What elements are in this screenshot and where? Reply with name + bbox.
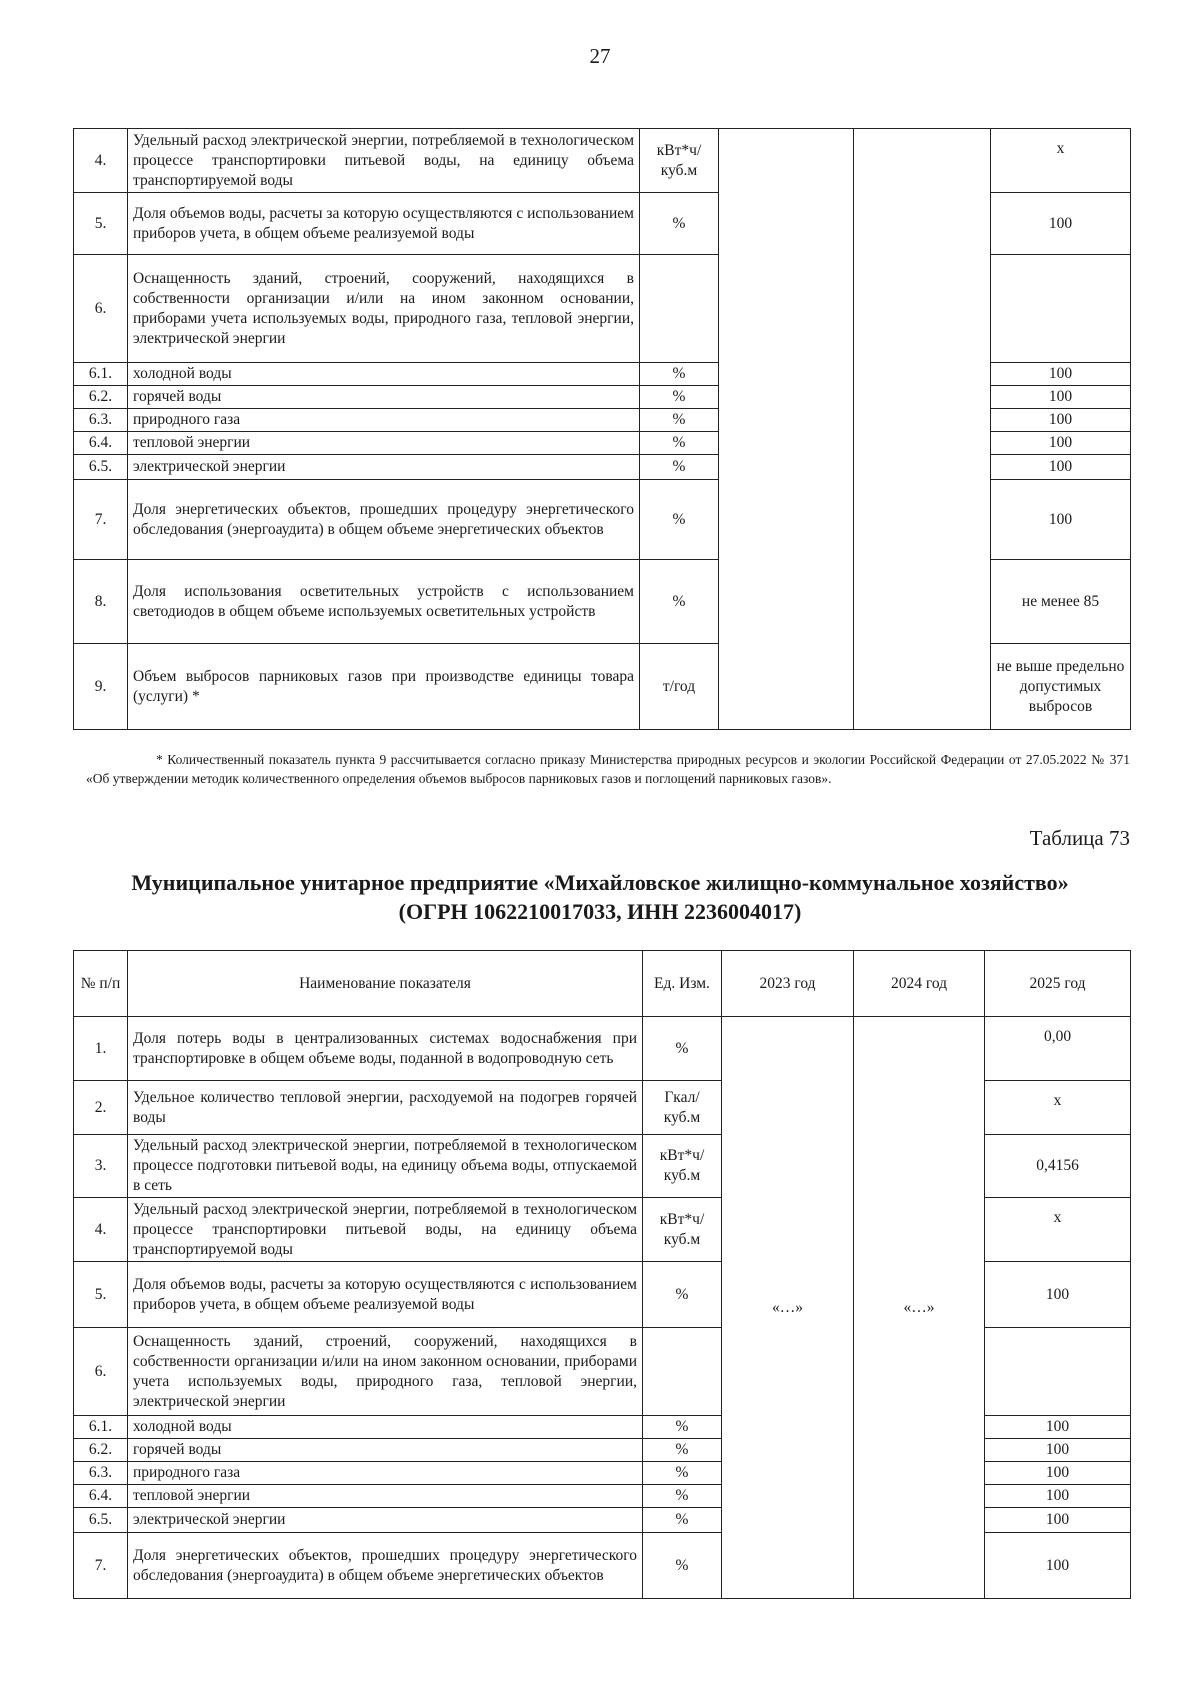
row-number: 6.2.: [74, 386, 128, 409]
indicator-name: природного газа: [128, 409, 640, 432]
indicator-name: Удельный расход электрической энергии, потребляемой в технологическом процессе транспортировки питьевой воды, на единицу объема транспортируемой воды: [128, 129, 640, 193]
indicator-name: Доля использования осветительных устройств с использованием светодиодов в общем объеме используемых осветительных устройств: [128, 560, 640, 644]
indicator-name: тепловой энергии: [128, 432, 640, 455]
year-2024-cell: «…»: [854, 1017, 985, 1599]
row-number: 6.3.: [74, 1462, 128, 1485]
unit-cell: т/год: [640, 644, 719, 730]
unit-cell: %: [640, 193, 719, 255]
row-number: 4.: [74, 1198, 128, 1262]
row-number: 1.: [74, 1017, 128, 1081]
value-2025-cell: 0,00: [985, 1017, 1131, 1081]
indicator-name: холодной воды: [128, 1416, 643, 1439]
unit-cell: %: [643, 1485, 722, 1508]
header-unit: Ед. Изм.: [643, 951, 722, 1017]
indicator-name: Доля объемов воды, расчеты за которую осуществляются с использованием приборов учета, в общем объеме реализуемой воды: [128, 1262, 643, 1328]
unit-cell: [640, 255, 719, 363]
indicator-name: Доля объемов воды, расчеты за которую осуществляются с использованием приборов учета, в общем объеме реализуемой воды: [128, 193, 640, 255]
unit-cell: %: [640, 560, 719, 644]
value-2025-cell: 100: [991, 386, 1131, 409]
value-2025-cell: х: [985, 1198, 1131, 1262]
row-number: 8.: [74, 560, 128, 644]
value-2025-cell: 100: [991, 409, 1131, 432]
table-header-row: [74, 951, 1131, 1017]
value-2025-cell: 100: [991, 480, 1131, 560]
value-2025-cell: 0,4156: [985, 1135, 1131, 1198]
table-caption: Таблица 73: [1029, 826, 1130, 850]
unit-cell: [643, 1328, 722, 1416]
row-number: 7.: [74, 480, 128, 560]
row-number: 6.1.: [74, 363, 128, 386]
table-row: [74, 1017, 1131, 1081]
row-number: 6.5.: [74, 455, 128, 480]
indicator-name: электрической энергии: [128, 455, 640, 480]
value-2025-cell: не менее 85: [991, 560, 1131, 644]
table-row: [74, 129, 1131, 193]
value-2025-cell: 100: [985, 1485, 1131, 1508]
header-indicator-name: Наименование показателя: [128, 951, 643, 1017]
row-number: 6.: [74, 1328, 128, 1416]
row-number: 4.: [74, 129, 128, 193]
row-number: 6.4.: [74, 432, 128, 455]
indicators-table-73: [73, 950, 1131, 1599]
indicator-name: Доля потерь воды в централизованных системах водоснабжения при транспортировке в общем объеме воды, поданной в водопроводную сеть: [128, 1017, 643, 1081]
unit-cell: кВт*ч/ куб.м: [643, 1198, 722, 1262]
indicator-name: Удельный расход электрической энергии, потребляемой в технологическом процессе подготовки питьевой воды, на единицу объема воды, отпускаемой в сеть: [128, 1135, 643, 1198]
indicator-name: горячей воды: [128, 1439, 643, 1462]
value-2025-cell: 100: [991, 432, 1131, 455]
value-2025-cell: 100: [985, 1262, 1131, 1328]
value-2025-cell: 100: [991, 363, 1131, 386]
row-number: 6.3.: [74, 409, 128, 432]
value-2025-cell: [991, 255, 1131, 363]
row-number: 5.: [74, 1262, 128, 1328]
value-2025-cell: х: [991, 129, 1131, 193]
row-number: 6.4.: [74, 1485, 128, 1508]
indicator-name: природного газа: [128, 1462, 643, 1485]
indicator-name: Объем выбросов парниковых газов при производстве единицы товара (услуги) *: [128, 644, 640, 730]
indicator-name: Удельное количество тепловой энергии, расходуемой на подогрев горячей воды: [128, 1081, 643, 1135]
row-number: 9.: [74, 644, 128, 730]
unit-cell: %: [640, 480, 719, 560]
header-2023: 2023 год: [722, 951, 854, 1017]
row-number: 5.: [74, 193, 128, 255]
unit-cell: %: [643, 1508, 722, 1533]
year-2023-cell: «…»: [722, 1017, 854, 1599]
value-2025-cell: х: [985, 1081, 1131, 1135]
value-2025-cell: 100: [985, 1533, 1131, 1599]
unit-cell: %: [640, 455, 719, 480]
value-2025-cell: 100: [991, 455, 1131, 480]
value-2025-cell: 100: [985, 1416, 1131, 1439]
unit-cell: %: [643, 1462, 722, 1485]
indicator-name: Оснащенность зданий, строений, сооружений, находящихся в собственности организации и/или на ином законном основании, приборами учета используемых воды, природного газа, тепловой энергии, электрической энергии: [128, 1328, 643, 1416]
row-number: 3.: [74, 1135, 128, 1198]
indicators-table-continued: [73, 128, 1131, 730]
indicator-name: Оснащенность зданий, строений, сооружений, находящихся в собственности организации и/или на ином законном основании, приборами учета используемых воды, природного газа, тепловой энергии, электрической энергии: [128, 255, 640, 363]
unit-cell: %: [643, 1533, 722, 1599]
indicator-name: электрической энергии: [128, 1508, 643, 1533]
page-number: 27: [589, 44, 611, 68]
header-2024: 2024 год: [854, 951, 985, 1017]
header-number: № п/п: [74, 951, 128, 1017]
row-number: 6.5.: [74, 1508, 128, 1533]
footnote: * Количественный показатель пункта 9 рассчитывается согласно приказу Министерства природных ресурсов и экологии Российской Федерации от 27.05.2022 № 371 «Об утверждении методик количественного определения объемов выбросов парниковых газов и поглощений парниковых газов».: [86, 752, 1130, 786]
value-2025-cell: 100: [985, 1508, 1131, 1533]
value-2025-cell: 100: [991, 193, 1131, 255]
indicator-name: Доля энергетических объектов, прошедших процедуру энергетического обследования (энергоаудита) в общем объеме энергетических объектов: [128, 1533, 643, 1599]
unit-cell: %: [640, 409, 719, 432]
indicator-name: тепловой энергии: [128, 1485, 643, 1508]
row-number: 6.2.: [74, 1439, 128, 1462]
row-number: 6.: [74, 255, 128, 363]
unit-cell: %: [643, 1439, 722, 1462]
unit-cell: Гкал/ куб.м: [643, 1081, 722, 1135]
row-number: 7.: [74, 1533, 128, 1599]
value-2025-cell: 100: [985, 1462, 1131, 1485]
indicator-name: Удельный расход электрической энергии, потребляемой в технологическом процессе транспортировки питьевой воды, на единицу объема транспортируемой воды: [128, 1198, 643, 1262]
value-2025-cell: 100: [985, 1439, 1131, 1462]
indicator-name: холодной воды: [128, 363, 640, 386]
row-number: 2.: [74, 1081, 128, 1135]
unit-cell: %: [643, 1017, 722, 1081]
year-2023-cell: [719, 129, 854, 730]
unit-cell: кВт*ч/ куб.м: [640, 129, 719, 193]
unit-cell: %: [643, 1416, 722, 1439]
row-number: 6.1.: [74, 1416, 128, 1439]
year-2024-cell: [854, 129, 991, 730]
unit-cell: %: [640, 363, 719, 386]
unit-cell: %: [640, 386, 719, 409]
indicator-name: горячей воды: [128, 386, 640, 409]
header-2025: 2025 год: [985, 951, 1131, 1017]
value-2025-cell: не выше предельно допустимых выбросов: [991, 644, 1131, 730]
value-2025-cell: [985, 1328, 1131, 1416]
organization-title: Муниципальное унитарное предприятие «Михайловское жилищно-коммунальное хозяйство» (ОГРН 1062210017033, ИНН 2236004017): [131, 870, 1069, 924]
unit-cell: кВт*ч/ куб.м: [643, 1135, 722, 1198]
unit-cell: %: [640, 432, 719, 455]
indicator-name: Доля энергетических объектов, прошедших процедуру энергетического обследования (энергоаудита) в общем объеме энергетических объектов: [128, 480, 640, 560]
unit-cell: %: [643, 1262, 722, 1328]
